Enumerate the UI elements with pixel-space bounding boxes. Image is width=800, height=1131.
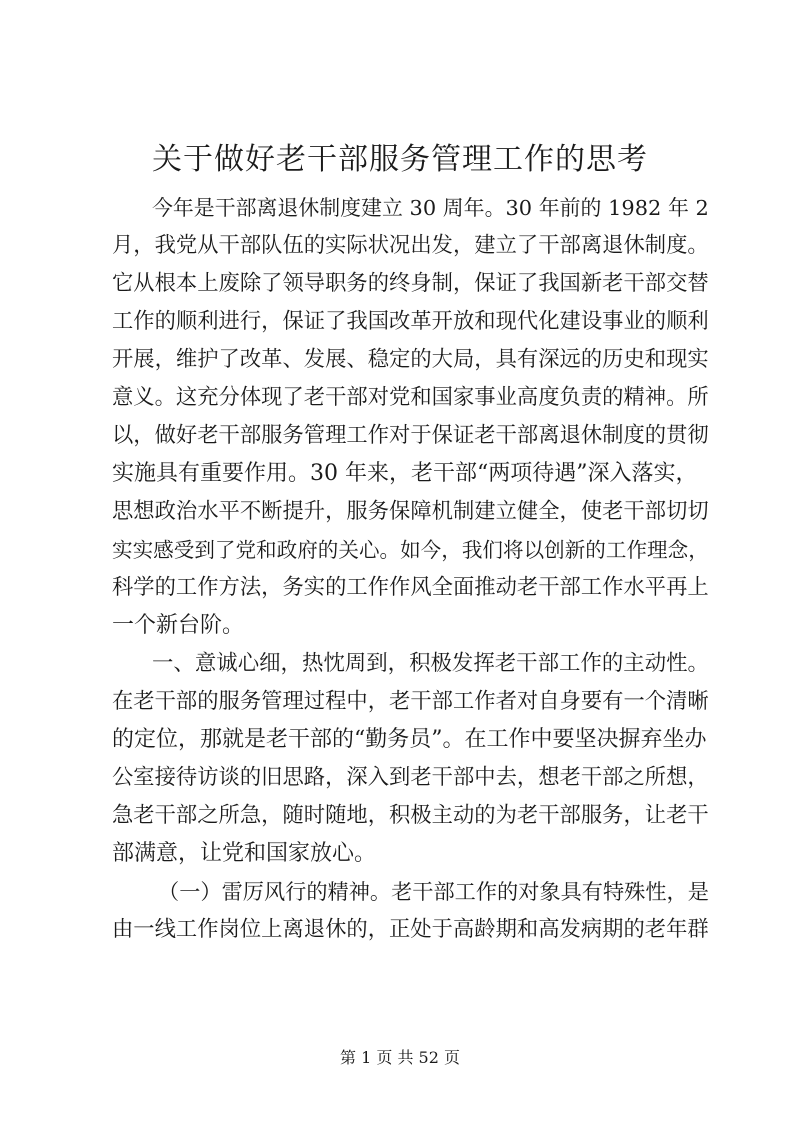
paragraph-line: 公室接待访谈的旧思路，深入到老干部中去，想老干部之所想， — [112, 765, 709, 790]
paragraph-line: 的定位，那就是老干部的“勤务员”。在工作中要坚决摒弃坐办 — [112, 727, 707, 752]
paragraph-line: 一个新台阶。 — [112, 613, 245, 638]
paragraph-line: 工作的顺利进行，保证了我国改革开放和现代化建设事业的顺利 — [112, 309, 709, 334]
section-heading-line: 一、意诚心细，热忱周到，积极发挥老干部工作的主动性。 — [152, 651, 709, 676]
paragraph-line: 在老干部的服务管理过程中，老干部工作者对自身要有一个清晰 — [112, 689, 709, 714]
paragraph-line: 急老干部之所急，随时随地，积极主动的为老干部服务，让老干 — [112, 803, 709, 828]
page-number: 第 1 页 共 52 页 — [340, 1048, 460, 1067]
paragraph-line: 科学的工作方法，务实的工作作风全面推动老干部工作水平再上 — [112, 575, 709, 600]
paragraph-line: 它从根本上废除了领导职务的终身制，保证了我国新老干部交替 — [112, 271, 709, 296]
document-title: 关于做好老干部服务管理工作的思考 — [152, 142, 648, 177]
paragraph-line: 开展，维护了改革、发展、稳定的大局，具有深远的历史和现实 — [112, 347, 709, 372]
paragraph-line: 由一线工作岗位上离退休的，正处于高龄期和高发病期的老年群 — [112, 917, 709, 942]
paragraph-line: 意义。这充分体现了老干部对党和国家事业高度负责的精神。所 — [112, 385, 709, 410]
paragraph-line: 实实感受到了党和政府的关心。如今，我们将以创新的工作理念， — [112, 538, 709, 562]
subsection-heading-line: （一）雷厉风行的精神。老干部工作的对象具有特殊性，是 — [158, 879, 709, 904]
paragraph-line: 今年是干部离退休制度建立 30 周年。30 年前的 1982 年 2 — [152, 196, 709, 220]
paragraph-line: 部满意，让党和国家放心。 — [112, 841, 377, 866]
paragraph-line: 思想政治水平不断提升，服务保障机制建立健全，使老干部切切 — [112, 499, 709, 524]
paragraph-line: 月，我党从干部队伍的实际状况出发，建立了干部离退休制度。 — [112, 233, 709, 258]
paragraph-line: 实施具有重要作用。30 年来，老干部“两项待遇”深入落实， — [112, 461, 698, 486]
paragraph-line: 以，做好老干部服务管理工作对于保证老干部离退休制度的贯彻 — [112, 423, 709, 448]
